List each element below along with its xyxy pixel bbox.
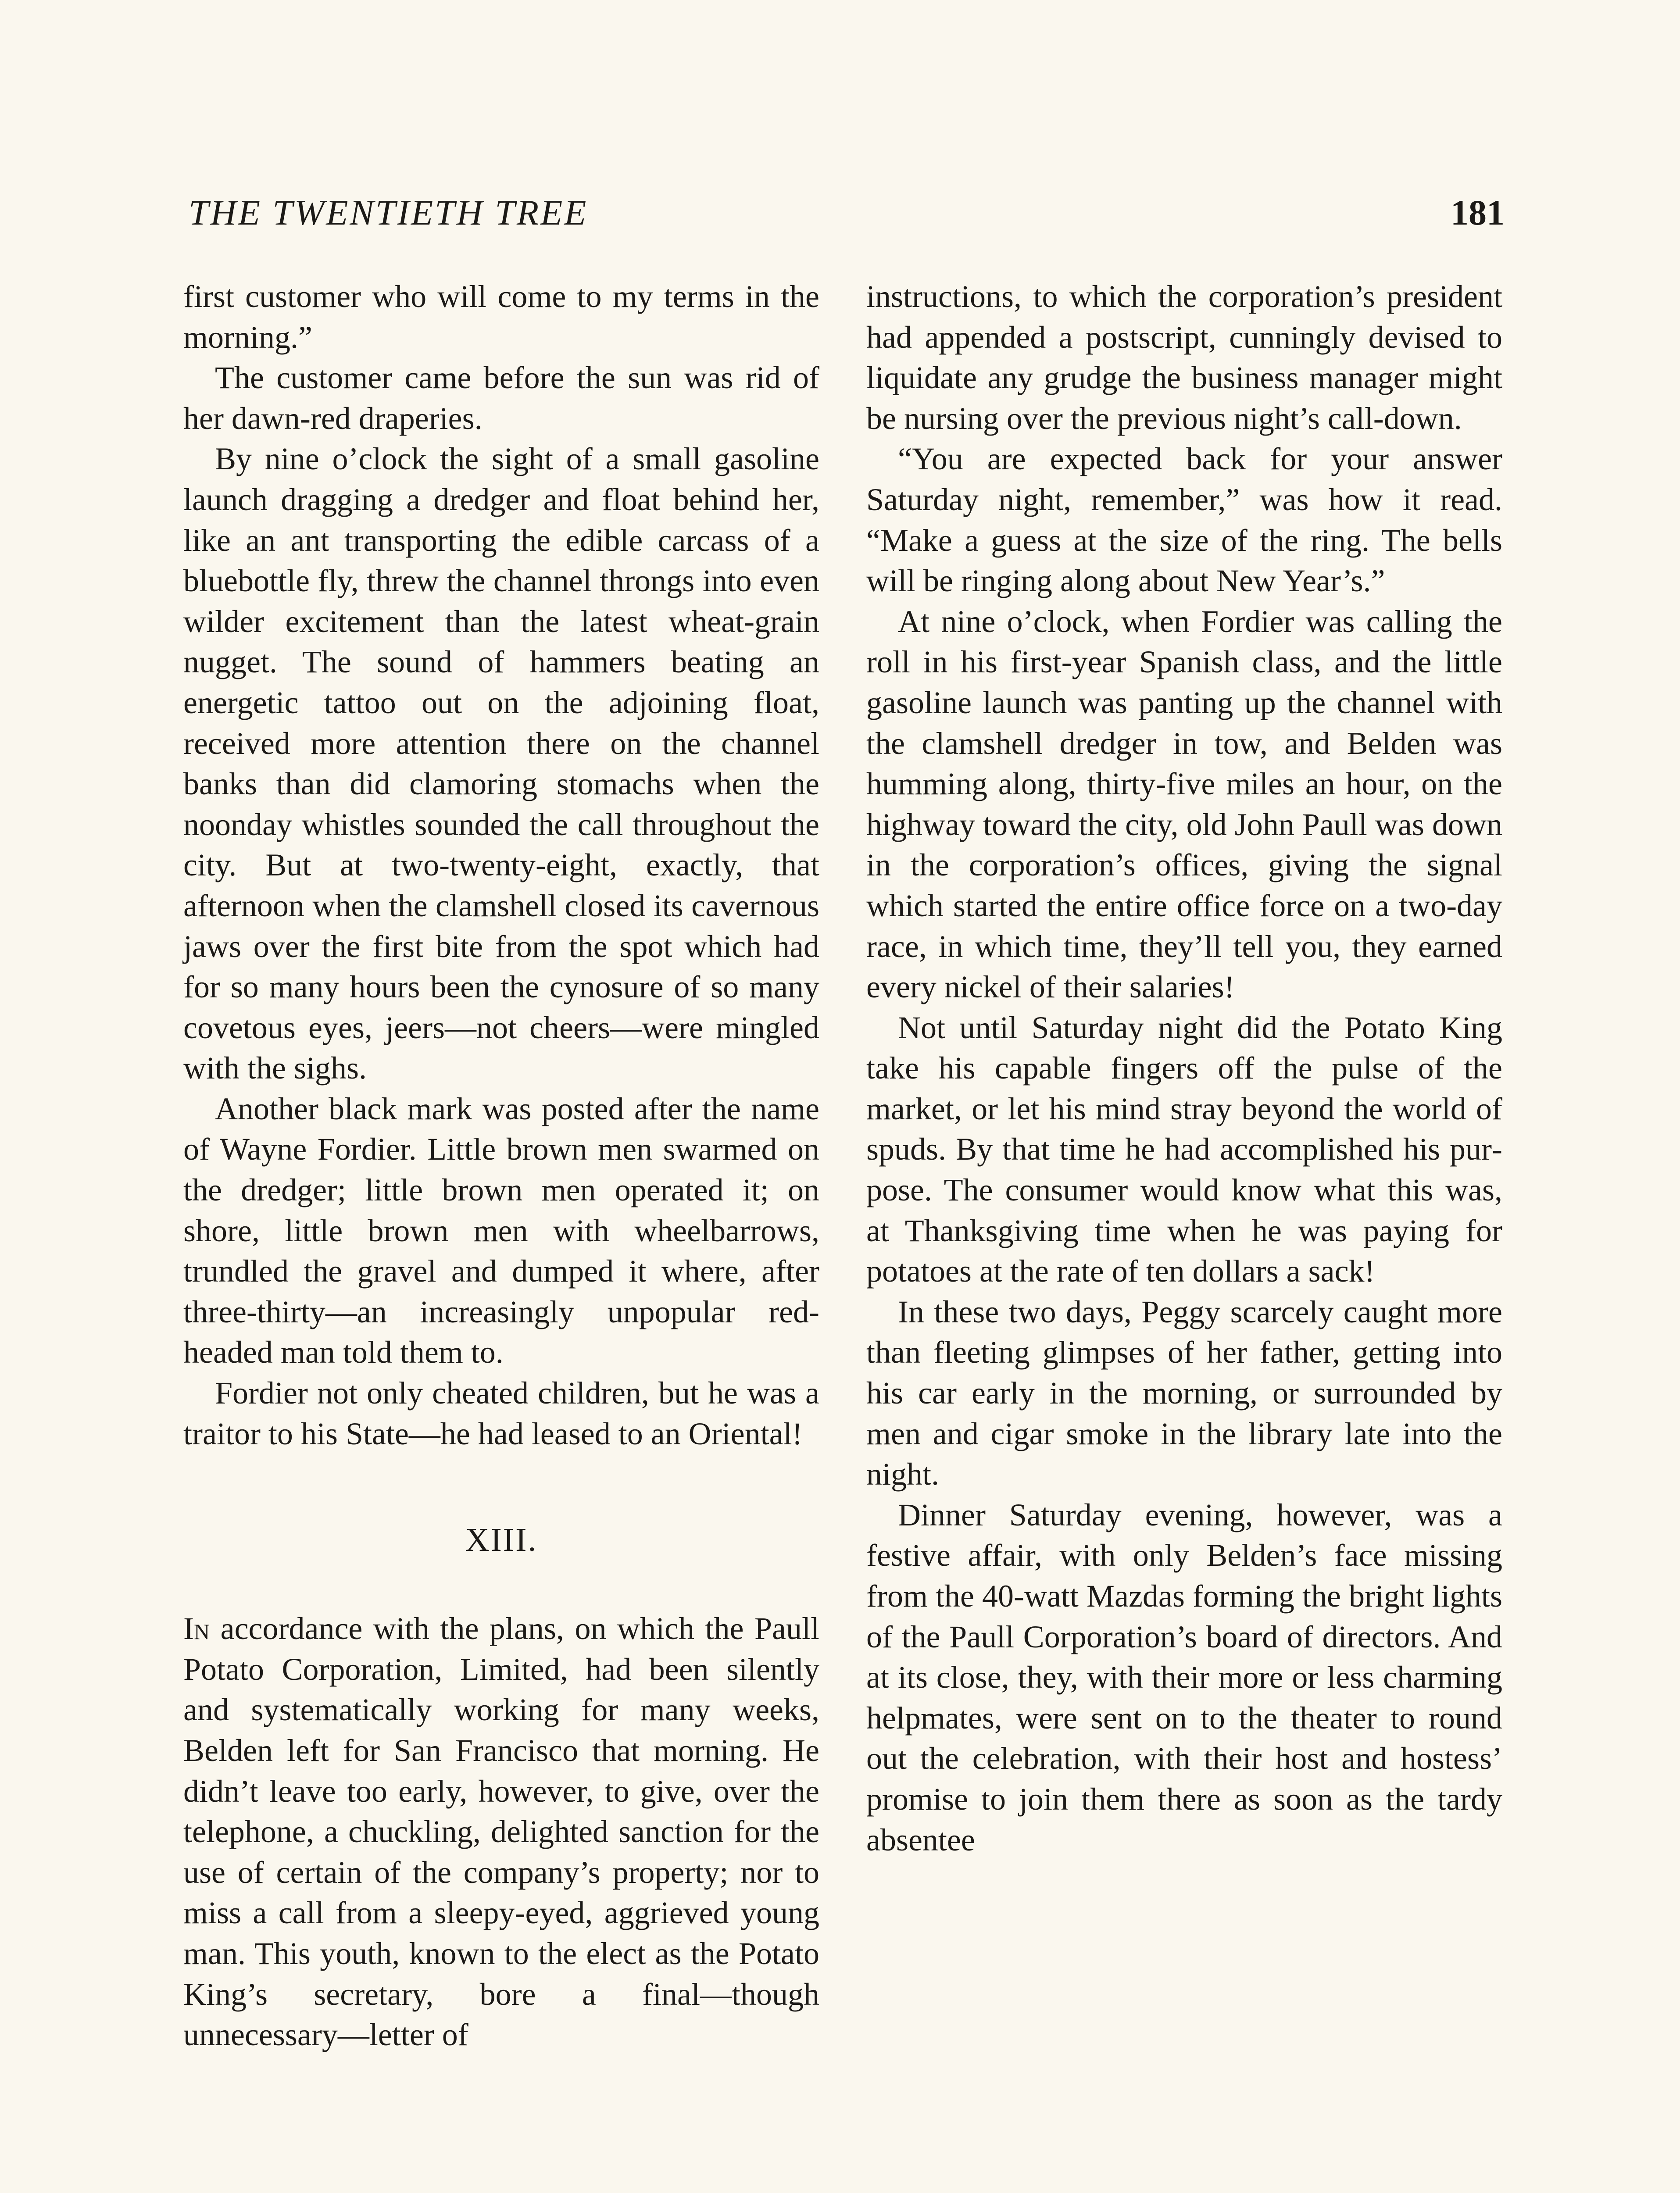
right-column bbox=[866, 276, 1502, 1860]
paragraph: At nine o’clock, when Fordier was calling the roll in his first-year Spanish class, and the little gasoline launch was panting up the channel with the clamshell dredger in tow, and Belden was humming along, thirty-five miles an hour, on the highway toward the city, old John Paull was down in the corporation’s offices, giving the signal which started the entire office force on a two-day race, in which time, they’ll tell you, they earned every nickel of their salaries! bbox=[866, 604, 1502, 1005]
paragraph: “You are expected back for your answer Saturday night, remember,” was how it read. “Make a guess at the size of the ring. The bells will be ringing along about New Year’s.” bbox=[866, 441, 1502, 599]
page-number: 181 bbox=[1451, 193, 1505, 232]
paragraph: Not until Saturday night did the Potato King take his capable fingers off the pulse of the market, or let his mind stray beyond the world of spuds. By that time he had accomplished his purpose. The consumer would know what this was, at Thanksgiving time when he was paying for potatoes at the rate of ten dollars a sack! bbox=[866, 1010, 1502, 1289]
paragraph: Dinner Saturday evening, however, was a festive affair, with only Belden’s face missing from the 40-watt Mazdas forming the bright lights of the Paull Corporation’s board of directors. And at its close, they, with their more or less charming helpmates, were sent on to the theater to round out the celebration, with their host and hostess’ promise to join them there as soon as the tardy absentee bbox=[866, 1497, 1502, 1857]
paragraph: instructions, to which the corporation’s president had appended a postscript, cunningly devised to liquidate any grudge the business manager might be nursing over the previous night’s call-down. bbox=[866, 279, 1502, 436]
running-head bbox=[189, 189, 1505, 237]
paragraph bbox=[183, 1608, 819, 2055]
paragraph: By nine o’clock the sight of a small gasoline launch dragging a dredger and float behind her, like an ant transporting the edible carcass of a bluebottle fly, threw the channel throngs into even wilder excitement than the latest wheat-grain nugget. The sound of hammers beating an energetic tattoo out on the adjoining float, received more attention there on the channel banks than did clamoring stomachs when the noonday whistles sounded the call throughout the city. But at two-twenty-eight, exactly, that afternoon when the clamshell closed its cavernous jaws over the first bite from the spot which had for so many hours been the cynosure of so many covetous eyes, jeers—not cheers—were mingled with the sighs. bbox=[183, 441, 819, 1086]
running-title: THE TWENTIETH TREE bbox=[189, 193, 588, 232]
paragraph-text: accordance with the plans, on which the Paull Potato Corporation, Limited, had been silently and systematically working for many weeks, Belden left for San Francisco that morning. He didn’t leave too early, however, to give, over the telephone, a chuckling, delighted sanction for the use of certain of the company’s property; nor to miss a call from a sleepy-eyed, aggrieved young man. This youth, known to the elect as the Potato King’s secretary, bore a final—though unnecessary—letter of bbox=[183, 1611, 819, 2053]
paragraph: Another black mark was posted after the name of Wayne Fordier. Little brown men swarmed on the dredger; little brown men operated it; on shore, little brown men with wheelbarrows, trundled the gravel and dumped it where, after three-thirty—an increasingly unpopular red-headed man told them to. bbox=[183, 1091, 819, 1370]
lead-word: In bbox=[183, 1611, 210, 1647]
paragraph: The customer came before the sun was rid of her dawn-red draperies. bbox=[183, 360, 819, 436]
paragraph: Fordier not only cheated children, but he was a traitor to his State—he had leased to an Oriental! bbox=[183, 1375, 819, 1451]
left-column bbox=[183, 276, 819, 2055]
paragraph: In these two days, Peggy scarcely caught more than fleeting glimpses of her father, getting into his car early in the morning, or surrounded by men and cigar smoke in the library late into the night. bbox=[866, 1294, 1502, 1492]
paragraph: first customer who will come to my terms in the morning.” bbox=[183, 279, 819, 355]
chapter-heading: XIII. bbox=[465, 1522, 538, 1559]
